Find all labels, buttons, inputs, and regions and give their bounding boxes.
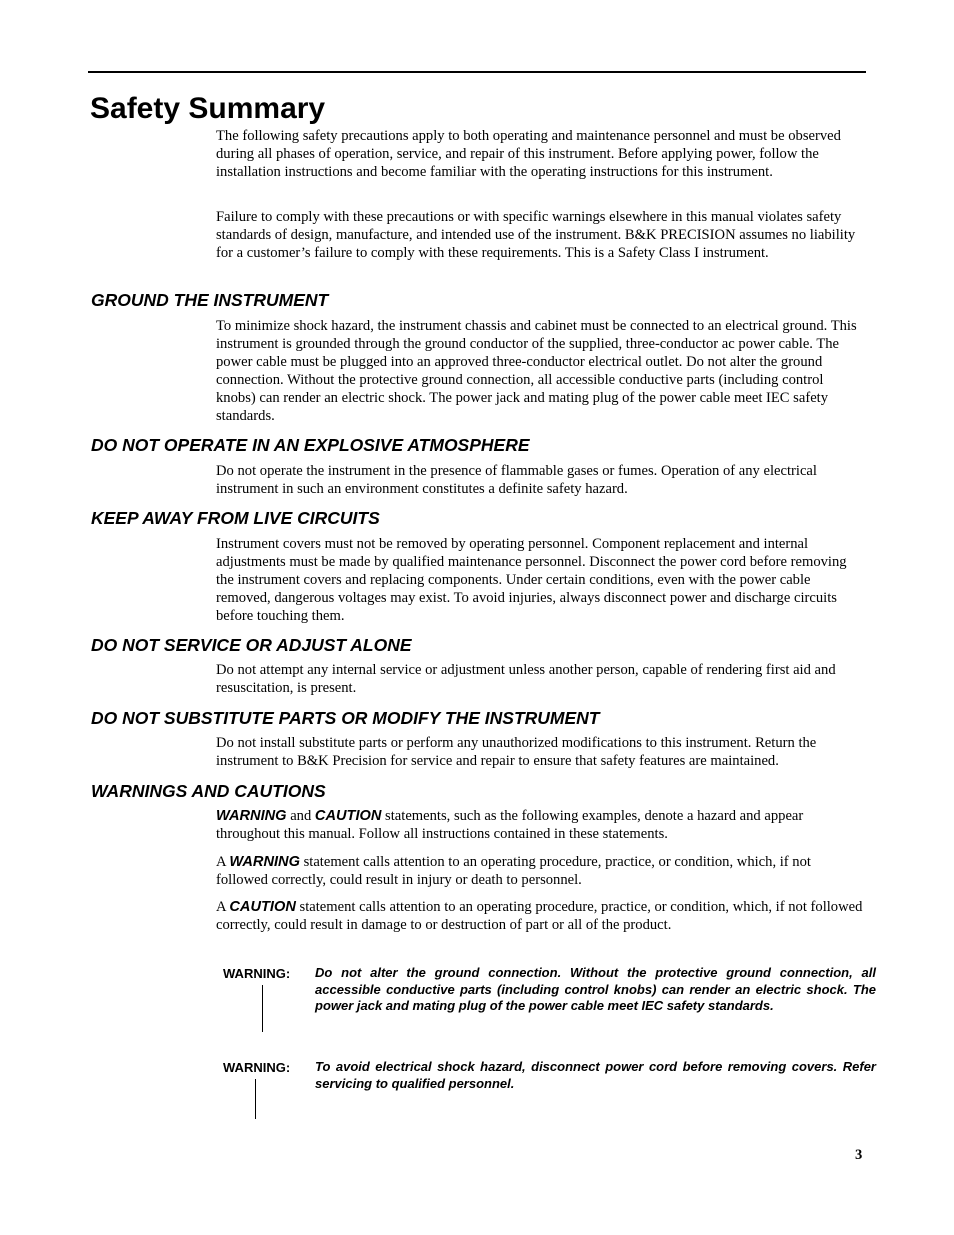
section-body-live-circuits: Instrument covers must not be removed by operating personnel. Component replacement and internal adjustments must be made by qualified maintenance personnel. Disconnect the power cord before removing the instrument covers and replacing components. Under certain conditions, even with the power cable removed, dangerous voltages may exist. To avoid injuries, always disconnect power and discharge circuits before touching them. [216, 536, 847, 624]
caution-keyword: CAUTION [229, 899, 296, 915]
change-bar [255, 1079, 256, 1119]
warning-box-1-text: Do not alter the ground connection. Without the protective ground connection, all accessible conductive parts (including control knobs) can render an electric shock. The power jack and mating plug of the power cable meet IEC safety standards. [315, 965, 876, 1013]
section-heading-warnings-cautions: WARNINGS AND CAUTIONS [91, 781, 326, 801]
header-rule [88, 71, 866, 73]
page-title: Safety Summary [90, 92, 326, 125]
warnings-cautions-paragraph-1 [216, 807, 866, 843]
paragraph-text: statement calls attention to an operating procedure, practice, or condition, which, if not followed correctly, could result in injury or death to personnel. [216, 854, 811, 888]
warning-box-1-label: WARNING: [223, 966, 291, 981]
warning-keyword: WARNING [229, 854, 300, 870]
change-bar [262, 985, 263, 1032]
page-number: 3 [855, 1147, 863, 1163]
paragraph-text: statement calls attention to an operating procedure, practice, or condition, which, if not followed correctly, could result in damage to or destruction of part or all of the product. [216, 899, 863, 933]
intro-paragraph-1: The following safety precautions apply to both operating and maintenance personnel and must be observed during all phases of operation, service, and repair of this instrument. Before applying power, follow the installation instructions and become familiar with the operating instructions for this instrument. [216, 128, 841, 180]
paragraph-text: statements, such as the following examples, denote a hazard and appear throughout this manual. Follow all instructions contained in these statements. [216, 808, 804, 842]
warnings-cautions-paragraph-2 [216, 853, 866, 889]
section-heading-explosive: DO NOT OPERATE IN AN EXPLOSIVE ATMOSPHERE [91, 435, 530, 455]
warning-keyword: WARNING [216, 808, 287, 824]
caution-keyword: CAUTION [314, 808, 382, 824]
conjunction-text: and [286, 808, 315, 824]
section-heading-service-alone: DO NOT SERVICE OR ADJUST ALONE [91, 635, 412, 655]
warning-box-2-label: WARNING: [223, 1060, 291, 1075]
section-heading-ground: GROUND THE INSTRUMENT [91, 290, 329, 310]
section-heading-substitute-parts: DO NOT SUBSTITUTE PARTS OR MODIFY THE INSTRUMENT [91, 708, 600, 728]
section-body-ground: To minimize shock hazard, the instrument chassis and cabinet must be connected to an electrical ground. This instrument is grounded through the ground conductor of the supplied, three-conductor ac power cable. The power cable must be plugged into an approved three-conductor electrical outlet. Do not alter the ground connection. Without the protective ground connection, all accessible conductive parts (including control knobs) can render an electric shock. The power jack and mating plug of the power cable meet IEC safety standards. [216, 318, 857, 424]
article-text: A [216, 854, 230, 870]
section-heading-live-circuits: KEEP AWAY FROM LIVE CIRCUITS [91, 508, 380, 528]
warnings-cautions-paragraph-3 [216, 898, 866, 934]
warning-box-2-text: To avoid electrical shock hazard, disconnect power cord before removing covers. Refer servicing to qualified personnel. [315, 1059, 876, 1091]
article-text: A [216, 899, 230, 915]
intro-paragraph-2: Failure to comply with these precautions or with specific warnings elsewhere in this manual violates safety standards of design, manufacture, and intended use of the instrument. B&K PRECISION assumes no liability for a customer’s failure to comply with these requirements. This is a Safety Class I instrument. [216, 209, 856, 261]
section-body-service-alone: Do not attempt any internal service or adjustment unless another person, capable of rendering first aid and resuscitation, is present. [216, 662, 836, 696]
section-body-substitute-parts: Do not install substitute parts or perform any unauthorized modifications to this instrument. Return the instrument to B&K Precision for service and repair to ensure that safety features are maintained. [216, 735, 817, 769]
section-body-explosive: Do not operate the instrument in the presence of flammable gases or fumes. Operation of any electrical instrument in such an environment constitutes a definite safety hazard. [216, 463, 817, 497]
